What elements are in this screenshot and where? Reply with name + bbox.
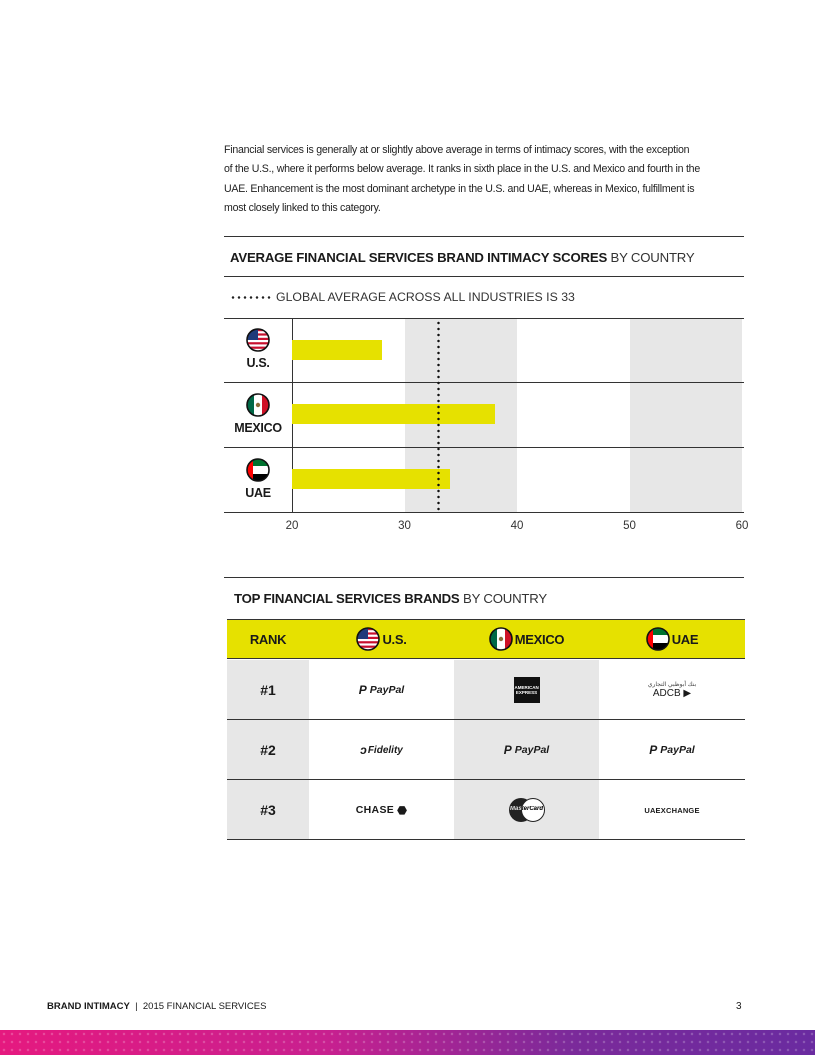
uae-flag-icon [246,458,270,482]
us-flag-icon [356,627,380,651]
header-mexico [454,620,599,658]
chart-row-divider [224,512,744,513]
section-rule [224,236,744,237]
header-uae [599,620,745,658]
global-average-line [437,320,440,512]
brand-cell [309,660,454,720]
fidelity-logo: ↄ Fidelity [360,743,403,757]
header-us [309,620,454,658]
x-tick-label: 60 [735,520,749,532]
bar-us [292,340,382,360]
page-number: 3 [736,1001,742,1012]
x-tick-label: 30 [398,520,411,532]
table-title-light: BY COUNTRY [459,591,547,606]
chart-row-divider [224,318,744,319]
chart-band [630,319,743,512]
adcb-arabic-mark: بنك أبوظبي التجاري [647,682,697,688]
footer-section: | 2015 FINANCIAL SERVICES [129,1001,267,1012]
country-label-uae [224,458,292,502]
footer-gradient-bar [0,1030,815,1055]
chart-row-divider [224,382,744,383]
legend-label: GLOBAL AVERAGE ACROSS ALL INDUSTRIES IS 33 [276,290,575,304]
brand-name: PayPal [369,684,405,696]
x-tick-label: 20 [285,520,299,532]
brand-name: PayPal [514,744,550,756]
chart-title-bold: AVERAGE FINANCIAL SERVICES BRAND INTIMACY SCORES [230,250,608,265]
brand-name: AMERICAN EXPRESS [514,685,539,695]
x-tick-label: 40 [510,520,524,532]
brand-cell [454,720,599,780]
chart-row-divider [224,447,744,448]
mastercard-logo [507,798,547,822]
brand-name: Fidelity [367,744,403,756]
bar-uae [292,469,450,489]
header-us-label: U.S. [382,631,407,647]
table-title-bold: TOP FINANCIAL SERVICES BRANDS [234,591,460,606]
country-label-mexico [224,393,292,437]
chart-title [230,250,695,265]
x-tick-label: 50 [623,520,636,532]
country-name: UAE [245,486,271,500]
chart-title-light: BY COUNTRY [607,250,695,265]
intro-paragraph [224,141,744,218]
chart-legend [230,290,575,304]
table-title [234,591,547,606]
country-name: U.S. [246,356,270,370]
chase-octagon-icon: ⬣ [397,804,408,817]
brand-cell [309,720,454,780]
paypal-logo: P PayPal [649,743,695,757]
country-label-us [224,328,292,372]
chase-logo [356,804,407,817]
intro-line: most closely linked to this category. [224,201,381,214]
bar-mexico [292,404,495,424]
paypal-logo: P PayPal [503,743,550,757]
brand-name: MasterCard [509,806,543,812]
rank-cell: #3 [227,780,309,840]
brand-cell [599,660,745,720]
mexico-flag-icon [246,393,270,417]
paypal-logo: P PayPal [358,683,405,697]
country-name: MEXICO [234,421,282,435]
header-rank: RANK [249,631,287,647]
brand-cell [599,780,745,840]
brand-name: CHASE [355,804,395,816]
intro-line: UAE. Enhancement is the most dominant archetype in the U.S. and UAE, whereas in Mexico, fulfillment is [224,182,695,195]
mexico-flag-icon [489,627,513,651]
amex-logo [514,677,540,703]
section-rule [224,577,744,578]
brand-name: PayPal [660,744,695,756]
brand-name: ADCB ▶ [652,688,692,699]
adcb-logo [648,681,697,699]
intro-line: of the U.S., where it performs below average. It ranks in sixth place in the U.S. and Mexico and fourth in the [224,163,700,176]
rank-cell: #1 [227,660,309,720]
intro-line: Financial services is generally at or slightly above average in terms of intimacy scores, with the exception [224,144,690,156]
brand-cell [454,780,599,840]
brand-cell [454,660,599,720]
section-rule [224,276,744,277]
header-uae-label: UAE [671,631,699,647]
footer-brand: BRAND INTIMACY [47,1001,130,1012]
rank-cell: #2 [227,720,309,780]
us-flag-icon [246,328,270,352]
brand-cell [309,780,454,840]
header-mexico-label: MEXICO [514,631,565,647]
page-footer [47,1001,266,1012]
table-header-row [227,619,745,659]
uaexchange-logo: UAEXCHANGE [644,805,700,815]
uae-flag-icon [646,627,670,651]
table-bottom-rule [227,839,745,840]
brand-cell [599,720,745,780]
dotted-line-icon [230,296,272,299]
